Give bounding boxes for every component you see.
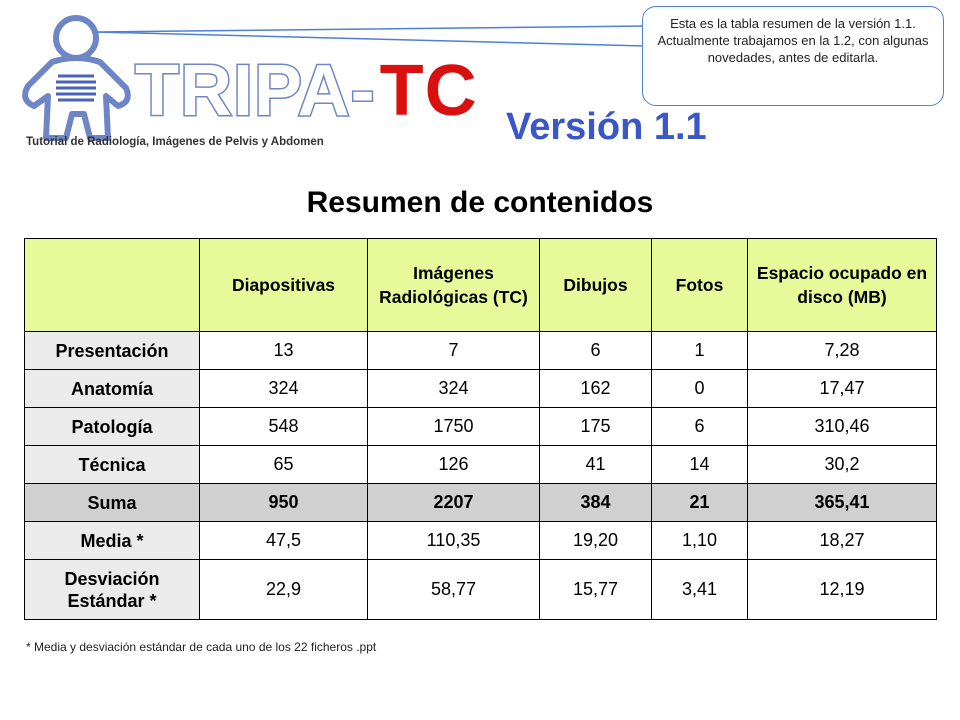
table-cell: 1 <box>652 332 748 370</box>
callout-note: Esta es la tabla resumen de la versión 1.1. Actualmente trabajamos en la 1.2, con algunas novedades, antes de editarla. <box>642 6 944 106</box>
table-row-presentacion <box>25 332 937 370</box>
row-label: Técnica <box>25 446 200 484</box>
table-cell: 19,20 <box>540 522 652 560</box>
column-header-espacio: Espacio ocupado en disco (MB) <box>748 239 937 332</box>
row-label: Desviación Estándar * <box>25 560 200 620</box>
table-row-anatomia <box>25 370 937 408</box>
row-label: Suma <box>25 484 200 522</box>
table-cell: 110,35 <box>368 522 540 560</box>
table-row-suma <box>25 484 937 522</box>
table-cell: 3,41 <box>652 560 748 620</box>
table-cell: 22,9 <box>200 560 368 620</box>
table-cell: 7,28 <box>748 332 937 370</box>
table-cell: 47,5 <box>200 522 368 560</box>
table-cell: 0 <box>652 370 748 408</box>
column-header-imagenes: Imágenes Radiológicas (TC) <box>368 239 540 332</box>
table-row-tecnica <box>25 446 937 484</box>
column-header-empty <box>25 239 200 332</box>
table-cell: 324 <box>200 370 368 408</box>
table-row-desviacion <box>25 560 937 620</box>
table-cell: 126 <box>368 446 540 484</box>
row-label: Presentación <box>25 332 200 370</box>
table-cell: 15,77 <box>540 560 652 620</box>
logo-tc-text: TC <box>379 51 478 131</box>
table-cell: 162 <box>540 370 652 408</box>
table-cell: 30,2 <box>748 446 937 484</box>
table-cell: 1,10 <box>652 522 748 560</box>
table-cell: 14 <box>652 446 748 484</box>
table-cell: 58,77 <box>368 560 540 620</box>
page-title: Resumen de contenidos <box>306 186 654 219</box>
table-cell: 12,19 <box>748 560 937 620</box>
summary-table <box>24 238 937 620</box>
column-header-dibujos: Dibujos <box>540 239 652 332</box>
table-cell: 41 <box>540 446 652 484</box>
row-label: Media * <box>25 522 200 560</box>
footnote: * Media y desviación estándar de cada uno de los 22 ficheros .ppt <box>26 640 377 654</box>
logo-main-text: TRIPA <box>135 51 351 131</box>
table-cell: 324 <box>368 370 540 408</box>
table-cell: 384 <box>540 484 652 522</box>
column-header-fotos: Fotos <box>652 239 748 332</box>
table-row-patologia <box>25 408 937 446</box>
table-cell: 2207 <box>368 484 540 522</box>
table-cell: 6 <box>540 332 652 370</box>
table-header-row <box>25 239 937 332</box>
table-cell: 310,46 <box>748 408 937 446</box>
table-cell: 6 <box>652 408 748 446</box>
table-cell: 365,41 <box>748 484 937 522</box>
row-label: Anatomía <box>25 370 200 408</box>
logo-subtitle: Tutorial de Radiología, Imágenes de Pelvis y Abdomen <box>26 136 324 148</box>
table-cell: 950 <box>200 484 368 522</box>
column-header-diapositivas: Diapositivas <box>200 239 368 332</box>
logo-dash: - <box>350 51 376 131</box>
table-cell: 1750 <box>368 408 540 446</box>
table-cell: 7 <box>368 332 540 370</box>
table-cell: 13 <box>200 332 368 370</box>
table-cell: 18,27 <box>748 522 937 560</box>
table-row-media <box>25 522 937 560</box>
row-label: Patología <box>25 408 200 446</box>
table-cell: 548 <box>200 408 368 446</box>
table-cell: 65 <box>200 446 368 484</box>
table-cell: 21 <box>652 484 748 522</box>
table-cell: 17,47 <box>748 370 937 408</box>
table-cell: 175 <box>540 408 652 446</box>
version-label: Versión 1.1 <box>506 106 707 148</box>
